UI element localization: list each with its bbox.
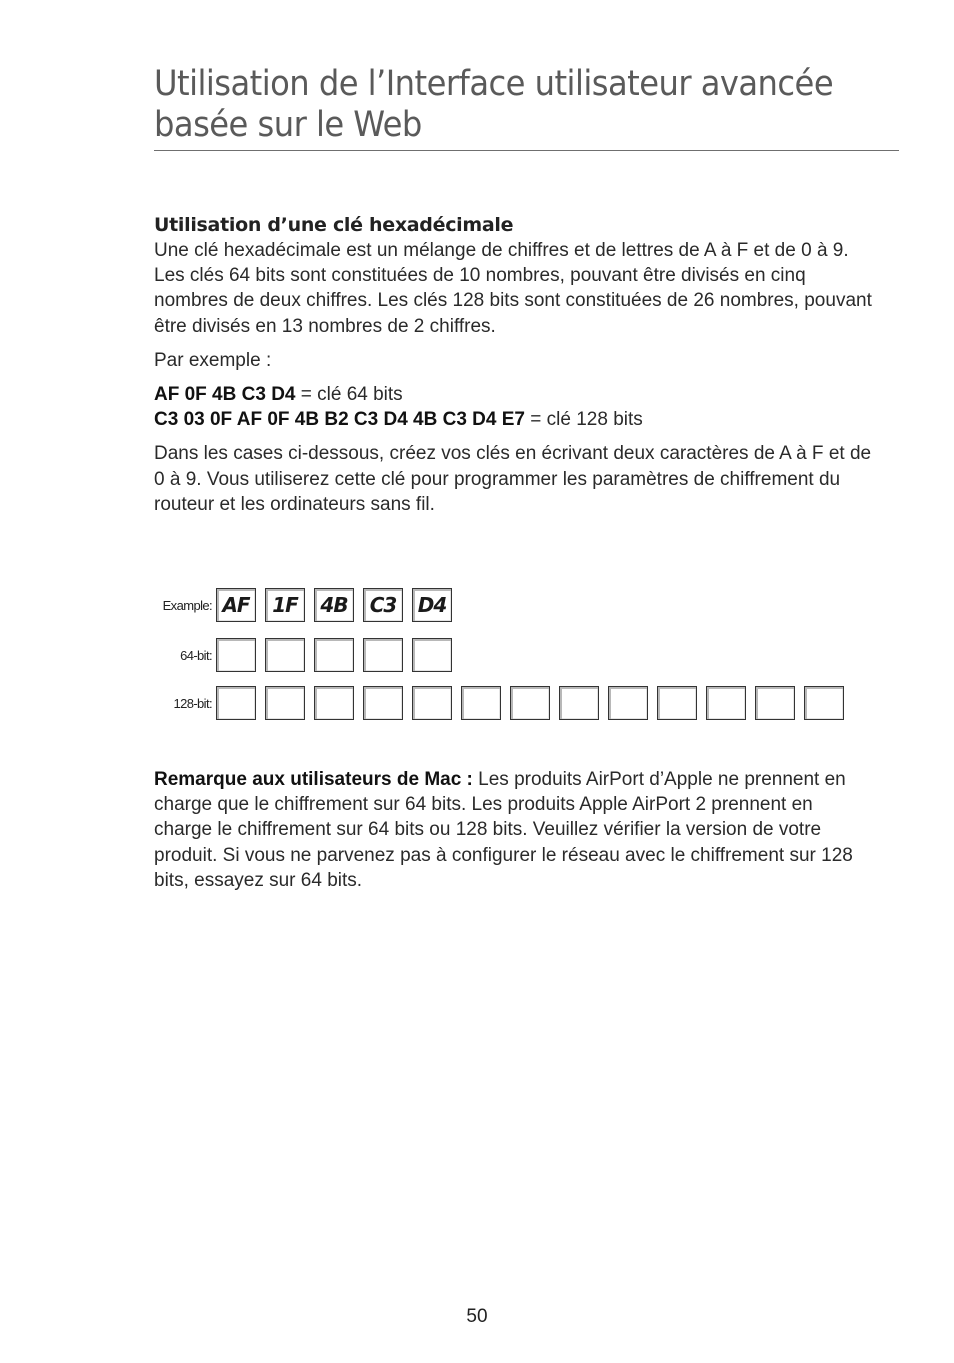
row-128-bit — [154, 685, 853, 721]
key128-example: C3 03 0F AF 0F 4B B2 C3 D4 4B C3 D4 E7 — [154, 409, 525, 431]
key-64-cell — [216, 638, 256, 672]
key-64-cell — [363, 638, 403, 672]
page-title-line-2: basée sur le Web — [154, 105, 422, 145]
row-64-label: 64-bit: — [180, 647, 212, 663]
key64-suffix: = clé 64 bits — [295, 384, 403, 406]
key-examples — [154, 382, 874, 432]
page-title — [154, 64, 894, 146]
section-heading: Utilisation d’une clé hexadécimale — [154, 214, 514, 236]
key-128-cell — [755, 686, 795, 720]
example-row-label: Example: — [162, 597, 212, 613]
key-128-cell — [559, 686, 599, 720]
key-128-cell — [657, 686, 697, 720]
example-intro: Par exemple : — [154, 349, 272, 371]
cells-64-bit — [216, 638, 461, 672]
mac-note-paragraph — [154, 767, 864, 893]
hex-key-section — [154, 213, 874, 517]
key-128-cell — [608, 686, 648, 720]
key-128-cell — [804, 686, 844, 720]
key-entry-grid — [154, 585, 854, 725]
page-number: 50 — [466, 1306, 488, 1327]
example-cell: AF — [216, 588, 256, 622]
intro-paragraph: Une clé hexadécimale est un mélange de chiffres et de lettres de A à F et de 0 à 9. Les clés 64 bits sont constituées de 10 nombres, pouvant être divisés en cinq nombres de deux chiffres. Les clés 128 bits sont constituées de 26 nombres, pouvant être divisés en 13 nombres de 2 chiffres. — [154, 240, 872, 337]
key-64-cell — [265, 638, 305, 672]
page-title-line-1: Utilisation de l’Interface utilisateur avancée — [154, 64, 834, 104]
key-128-cell — [510, 686, 550, 720]
row-64-bit — [154, 637, 461, 673]
example-cell: D4 — [412, 588, 452, 622]
key-128-cell — [461, 686, 501, 720]
key-64-cell — [314, 638, 354, 672]
page-header — [154, 64, 899, 151]
key-64-cell — [412, 638, 452, 672]
mac-note — [154, 767, 864, 893]
key-128-cell — [363, 686, 403, 720]
key64-example: AF 0F 4B C3 D4 — [154, 384, 296, 406]
mac-note-text: Les produits AirPort d’Apple ne prennent en charge que le chiffrement sur 64 bits. Les produits Apple AirPort 2 prennent en charge le chiffrement sur 64 bits ou 128 bits. Veuillez vérifier la version de votre produit. Si vous ne parvenez pas à configurer le réseau avec le chiffrement sur 128 bits, essayez sur 64 bits. — [154, 769, 853, 891]
key-128-cell — [706, 686, 746, 720]
key128-suffix: = clé 128 bits — [525, 409, 643, 431]
instructions-paragraph: Dans les cases ci-dessous, créez vos clés en écrivant deux caractères de A à F et de 0 à 9. Vous utiliserez cette clé pour programmer les paramètres de chiffrement du routeur et les ordinateurs sans fil. — [154, 443, 872, 515]
key-128-cell — [265, 686, 305, 720]
example-cell: 1F — [265, 588, 305, 622]
example-cells — [216, 588, 461, 622]
example-cell: C3 — [363, 588, 403, 622]
example-cell: 4B — [314, 588, 354, 622]
example-row — [154, 587, 461, 623]
key-128-cell — [314, 686, 354, 720]
row-128-label: 128-bit: — [173, 695, 212, 711]
mac-note-label: Remarque aux utilisateurs de Mac : — [154, 769, 473, 790]
key-128-cell — [216, 686, 256, 720]
cells-128-bit — [216, 686, 853, 720]
key-128-cell — [412, 686, 452, 720]
